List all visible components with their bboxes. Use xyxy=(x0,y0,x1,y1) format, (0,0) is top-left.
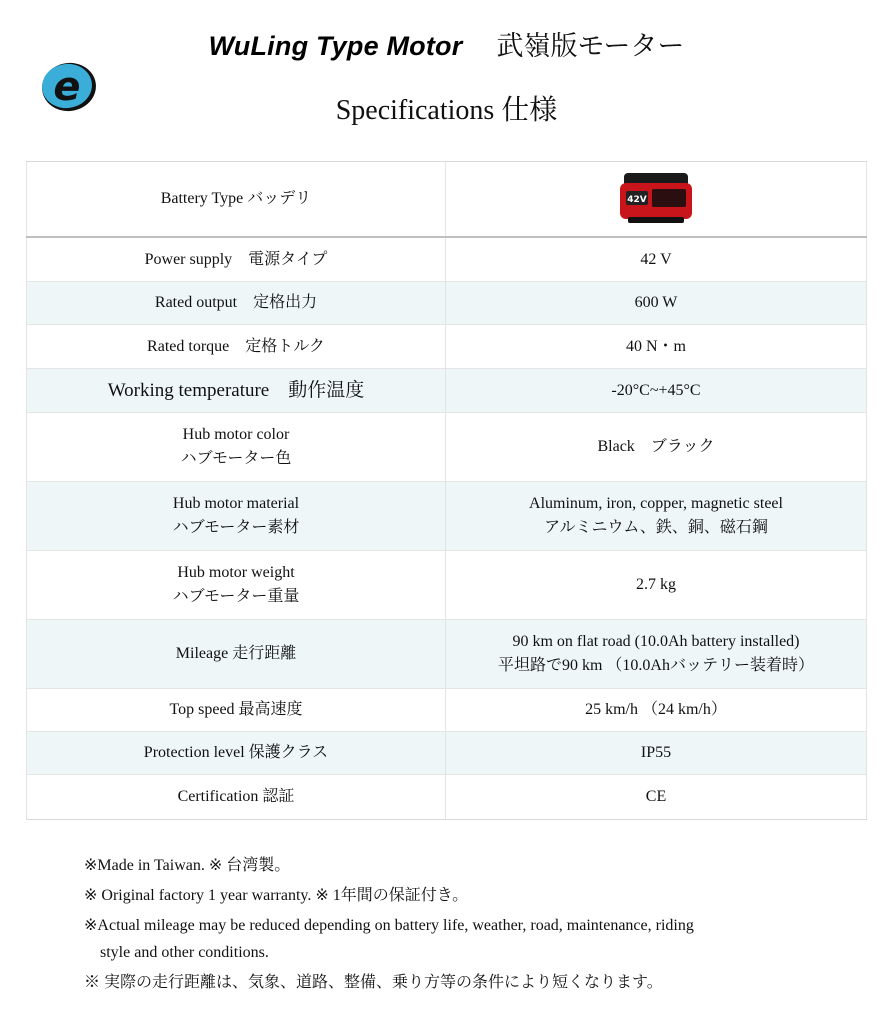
table-row xyxy=(26,413,867,482)
note-mileage-en-line2: style and other conditions. xyxy=(100,944,269,961)
page-subtitle: Specifications 仕様 xyxy=(335,95,558,126)
notes xyxy=(84,852,844,999)
table-row xyxy=(26,238,867,282)
row-label xyxy=(26,775,446,819)
row-value-line: アルミニウム、鉄、銅、磁石鋼 xyxy=(544,519,768,536)
row-label-line: Certification 認証 xyxy=(177,788,295,805)
row-label-line: Rated torque 定格トルク xyxy=(147,337,325,355)
row-value xyxy=(446,775,867,819)
row-value xyxy=(446,325,867,368)
row-value-line: Black ブラック xyxy=(597,438,715,455)
row-label-line: Mileage 走行距離 xyxy=(175,645,297,662)
row-label-line: Battery Type バッデリ xyxy=(160,190,312,207)
row-label-line: ハブモーター重量 xyxy=(172,588,300,605)
title-english: WuLing Type Motor xyxy=(208,31,463,61)
row-value xyxy=(446,689,867,731)
row-label xyxy=(26,162,446,236)
table-row xyxy=(26,282,867,325)
row-label-line: Hub motor material xyxy=(172,495,300,512)
table-row xyxy=(26,689,867,732)
row-label-line: Rated output 定格出力 xyxy=(154,294,318,311)
row-label xyxy=(26,238,446,281)
table-row xyxy=(26,325,867,369)
row-value xyxy=(446,238,867,281)
row-label xyxy=(26,413,446,481)
battery-image-icon xyxy=(618,171,694,227)
row-label-line: Top speed 最高速度 xyxy=(169,701,303,718)
note-mileage-en xyxy=(84,912,844,966)
row-value-line: IP55 xyxy=(640,744,672,761)
note-mileage-jp: ※ 実際の走行距離は、気象、道路、整備、乗り方等の条件により短くなります。 xyxy=(84,974,663,991)
svg-text:e: e xyxy=(53,64,81,110)
row-value-line: 2.7 kg xyxy=(636,576,676,593)
row-label-line: Hub motor color xyxy=(182,426,290,443)
row-value-line: 平坦路で90 km （10.0Ahバッテリー装着時） xyxy=(497,657,814,674)
table-row xyxy=(26,775,867,819)
title-japanese: 武嶺版モーター xyxy=(496,31,685,62)
header xyxy=(0,0,893,160)
note-made-in: ※Made in Taiwan. ※ 台湾製。 xyxy=(84,857,291,874)
row-value xyxy=(446,162,867,236)
row-value xyxy=(446,620,867,688)
row-value xyxy=(446,282,867,324)
spec-table xyxy=(26,161,867,820)
table-row xyxy=(26,732,867,775)
row-label-line: Working temperature 動作温度 xyxy=(107,379,365,401)
row-value-line: 42 V xyxy=(640,250,672,268)
row-label xyxy=(26,551,446,619)
table-row xyxy=(26,482,867,551)
note-mileage-en-line1: ※Actual mileage may be reduced depending on battery life, weather, road, maintenance, riding xyxy=(84,917,694,934)
row-value-line: Aluminum, iron, copper, magnetic steel xyxy=(529,495,783,512)
note-warranty: ※ Original factory 1 year warranty. ※ 1年間の保証付き。 xyxy=(84,887,469,904)
page-title xyxy=(0,24,893,63)
row-value xyxy=(446,732,867,774)
row-value-line: 90 km on flat road (10.0Ah battery installed) xyxy=(512,633,800,650)
row-label xyxy=(26,620,446,688)
table-row xyxy=(26,551,867,620)
row-value-line: 25 km/h （24 km/h） xyxy=(585,701,727,718)
row-label-line: ハブモーター素材 xyxy=(172,519,300,536)
row-label xyxy=(26,482,446,550)
row-value xyxy=(446,413,867,481)
row-label xyxy=(26,282,446,324)
row-label-line: ハブモーター色 xyxy=(180,450,292,467)
row-label-line: Protection level 保護クラス xyxy=(143,744,329,761)
battery-voltage-label: 42V xyxy=(627,195,647,205)
row-label-line: Hub motor weight xyxy=(177,564,295,581)
row-label xyxy=(26,369,446,412)
table-row xyxy=(26,369,867,413)
row-value xyxy=(446,551,867,619)
row-value-line: 600 W xyxy=(634,294,678,311)
row-label xyxy=(26,325,446,368)
row-value xyxy=(446,369,867,412)
row-value-line: 40 N・m xyxy=(625,337,686,355)
row-label xyxy=(26,732,446,774)
table-row xyxy=(26,620,867,689)
row-value xyxy=(446,482,867,550)
table-row xyxy=(26,162,867,238)
row-value-line: CE xyxy=(645,788,667,805)
row-label xyxy=(26,689,446,731)
row-value-line: -20°C~+45°C xyxy=(611,381,701,399)
row-label-line: Power supply 電源タイプ xyxy=(144,250,328,268)
